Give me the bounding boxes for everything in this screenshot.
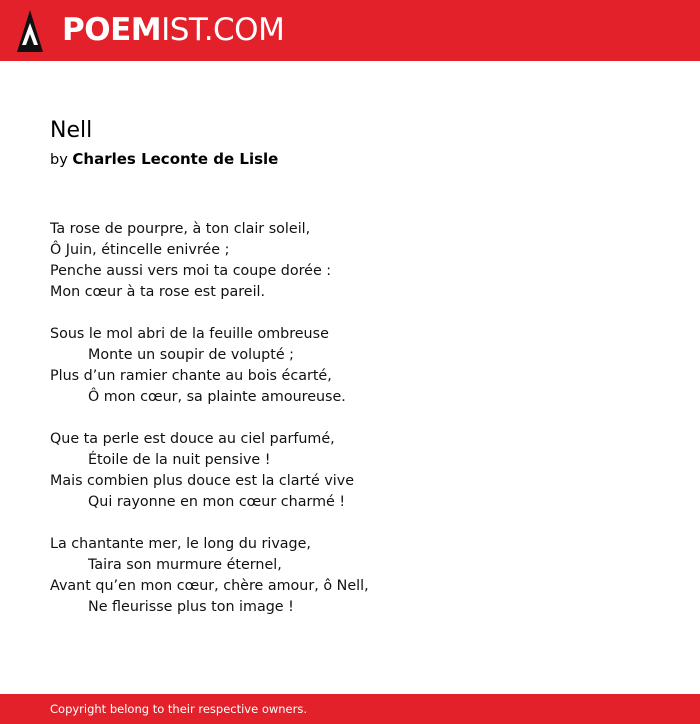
poem-line: Ô mon cœur, sa plainte amoureuse. [88, 389, 346, 405]
poem-line: La chantante mer, le long du rivage, [50, 536, 311, 552]
logo-brand-bold: POEM [62, 12, 162, 48]
poem-line: Mais combien plus douce est la clarté vive [50, 473, 355, 489]
poem-line: Monte un soupir de volupté ; [88, 347, 294, 363]
poem-line: Sous le mol abri de la feuille ombreuse [50, 326, 329, 342]
stanza-1 [50, 219, 650, 303]
poem-line: Avant qu’en mon cœur, chère amour, ô Nell, [50, 578, 369, 594]
site-header [0, 0, 700, 61]
stanza-4 [50, 534, 650, 618]
byline [50, 149, 278, 170]
poem-line: Ne fleurisse plus ton image ! [88, 599, 294, 615]
poem-line: Étoile de la nuit pensive ! [88, 452, 271, 468]
stanza-2 [50, 324, 650, 408]
poem-line: Qui rayonne en mon cœur charmé ! [88, 494, 346, 510]
poem-line: Plus d’un ramier chante au bois écarté, [50, 368, 332, 384]
by-label: by [50, 152, 68, 168]
poem-line: Ô Juin, étincelle enivrée ; [50, 242, 230, 258]
pencil-logo-icon[interactable] [17, 10, 43, 52]
site-footer [0, 694, 700, 724]
copyright-text: Copyright belong to their respective owners. [50, 702, 308, 716]
poem-line: Ta rose de pourpre, à ton clair soleil, [50, 221, 311, 237]
site-logo[interactable] [62, 12, 284, 48]
logo-brand-light: IST.COM [161, 12, 285, 48]
poem-body [50, 219, 650, 639]
poem-line: Penche aussi vers moi ta coupe dorée : [50, 263, 332, 279]
author-name[interactable]: Charles Leconte de Lisle [72, 150, 279, 168]
poem-line: Mon cœur à ta rose est pareil. [50, 284, 266, 300]
poem-title: Nell [50, 118, 93, 143]
poem-line: Que ta perle est douce au ciel parfumé, [50, 431, 335, 447]
stanza-3 [50, 429, 650, 513]
poem-line: Taira son murmure éternel, [88, 557, 282, 573]
